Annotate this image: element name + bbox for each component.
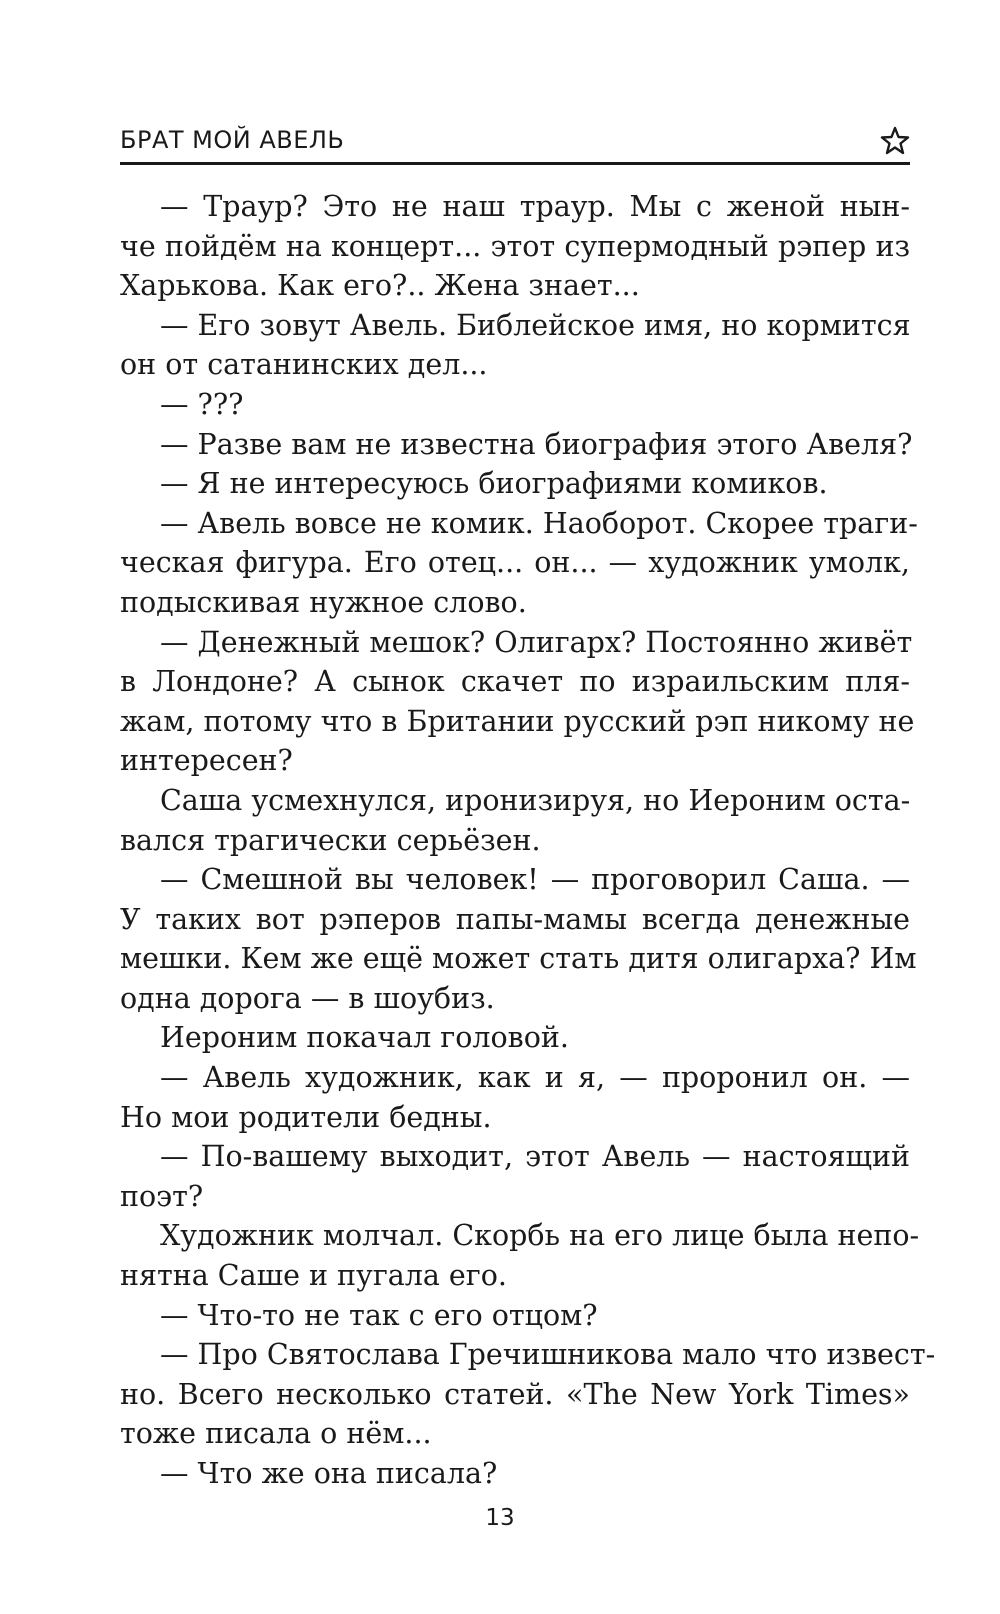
text-line: — ??? (160, 387, 244, 421)
text-line: У таких вот рэперов папы-мамы всегда денежные (120, 902, 910, 936)
text-line: — Что-то не так с его отцом? (160, 1298, 598, 1332)
text-line: че пойдём на концерт... этот супермодный рэпер из (120, 229, 910, 263)
text-line: — Про Святослава Гречишникова мало что извест- (160, 1338, 936, 1372)
text-line: — По-вашему выходит, этот Авель — настоящий (160, 1140, 910, 1174)
text-line: Но мои родители бедны. (120, 1100, 492, 1134)
text-line: одна дорога — в шоубиз. (120, 981, 495, 1015)
text-line: — Траур? Это не наш траур. Мы с женой нын- (160, 190, 910, 223)
running-header-title: БРАТ МОЙ АВЕЛЬ (120, 126, 345, 154)
text-line: нятна Саше и пугала его. (120, 1259, 507, 1293)
text-line: Саша усмехнулся, иронизируя, но Иероним оста- (160, 783, 911, 817)
text-line: подыскивая нужное слово. (120, 585, 527, 619)
text-line: ческая фигура. Его отец... он... — художник умолк, (120, 546, 910, 580)
text-line: — Его зовут Авель. Библейское имя, но кормится (160, 308, 911, 342)
text-line: вался трагически серьёзен. (120, 823, 541, 857)
star-outline-icon (880, 126, 910, 156)
text-line: — Авель вовсе не комик. Наоборот. Скорее траги- (160, 506, 918, 540)
text-line: поэт? (120, 1179, 204, 1213)
text-line: — Что же она писала? (160, 1457, 498, 1490)
running-header (120, 112, 910, 165)
text-line: Иероним покачал головой. (160, 1021, 569, 1055)
text-line: в Лондоне? А сынок скачет по израильским пля- (120, 665, 910, 699)
text-line: тоже писала о нём... (120, 1417, 432, 1451)
text-line: — Смешной вы человек! — проговорил Саша. — (160, 863, 910, 897)
text-line: — Я не интересуюсь биографиями комиков. (160, 467, 828, 501)
text-line: Харькова. Как его?.. Жена знает... (120, 269, 640, 303)
text-line: — Разве вам не известна биография этого Авеля? (160, 427, 913, 461)
text-line: — Денежный мешок? Олигарх? Постоянно живёт (160, 625, 913, 659)
text-line: но. Всего несколько статей. «The New York Times» (120, 1377, 910, 1411)
text-line: интересен? (120, 744, 293, 778)
text-line: он от сатанинских дел... (120, 348, 488, 382)
text-line: Художник молчал. Скорбь на его лице была непо- (160, 1219, 920, 1253)
text-line: — Авель художник, как и я, — проронил он. — (160, 1061, 910, 1095)
body-text (120, 187, 936, 1494)
page-number: 13 (485, 1505, 515, 1531)
text-line: мешки. Кем же ещё может стать дитя олигарха? Им (120, 942, 917, 976)
text-line: жам, потому что в Британии русский рэп никому не (120, 704, 915, 738)
